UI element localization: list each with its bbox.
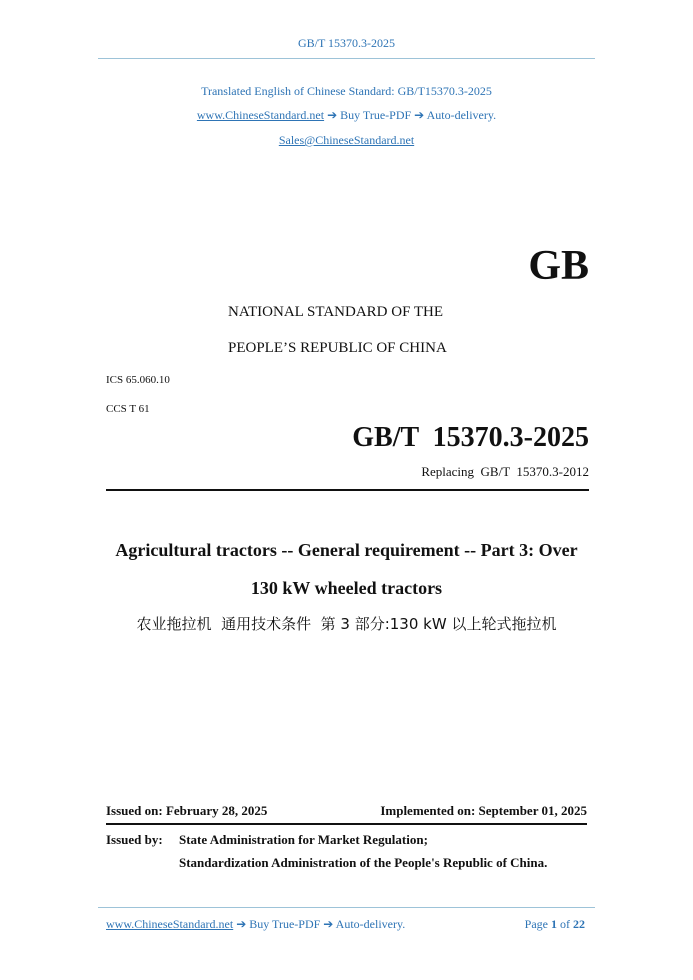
national-standard-line1: NATIONAL STANDARD OF THE — [228, 304, 444, 320]
footer-site-link[interactable]: www.ChineseStandard.net — [106, 917, 234, 931]
translation-notice: Translated English of Chinese Standard: GB/T15370.3-2025 — [201, 84, 492, 98]
purchase-text: ➔ Buy True-PDF ➔ Auto-delivery. — [324, 108, 497, 122]
page-indicator — [525, 917, 585, 932]
standard-number: GB/T 15370.3-2025 — [352, 422, 589, 453]
issue-rule — [106, 823, 587, 825]
sales-email-link[interactable]: Sales@ChineseStandard.net — [278, 133, 415, 147]
issued-by-line1: State Administration for Market Regulation; — [179, 832, 428, 847]
purchase-line — [0, 108, 693, 123]
gb-mark: GB — [528, 243, 589, 289]
title-line1: Agricultural tractors -- General requirement -- Part 3: Over — [115, 540, 578, 560]
running-header: GB/T 15370.3-2025 — [297, 36, 396, 50]
page-current: 1 — [551, 917, 557, 931]
ccs-code: CCS T 61 — [106, 403, 150, 415]
page-of: of — [560, 917, 570, 931]
replacing-note: Replacing GB/T 15370.3-2012 — [421, 464, 589, 479]
site-link[interactable]: www.ChineseStandard.net — [196, 108, 325, 122]
page-total: 22 — [573, 917, 585, 931]
title-rule — [106, 489, 589, 491]
issued-by-line2: Standardization Administration of the People's Republic of China. — [179, 855, 548, 870]
chinese-title: 农业拖拉机 通用技术条件 第 3 部分:130 kW 以上轮式拖拉机 — [136, 615, 557, 633]
sales-line — [0, 133, 693, 148]
issued-by-label: Issued by: — [106, 832, 163, 847]
title-line2: 130 kW wheeled tractors — [250, 578, 443, 598]
footer-purchase-text: ➔ Buy True-PDF ➔ Auto-delivery. — [233, 917, 406, 931]
implemented-on: Implemented on: September 01, 2025 — [380, 803, 587, 818]
national-standard-line2: PEOPLE’S REPUBLIC OF CHINA — [228, 340, 447, 356]
issued-on: Issued on: February 28, 2025 — [106, 803, 268, 818]
page-label: Page — [524, 917, 548, 931]
footer-rule — [98, 907, 595, 908]
ics-code: ICS 65.060.10 — [106, 374, 170, 386]
header-rule — [98, 58, 595, 59]
footer-purchase-line — [106, 917, 405, 932]
